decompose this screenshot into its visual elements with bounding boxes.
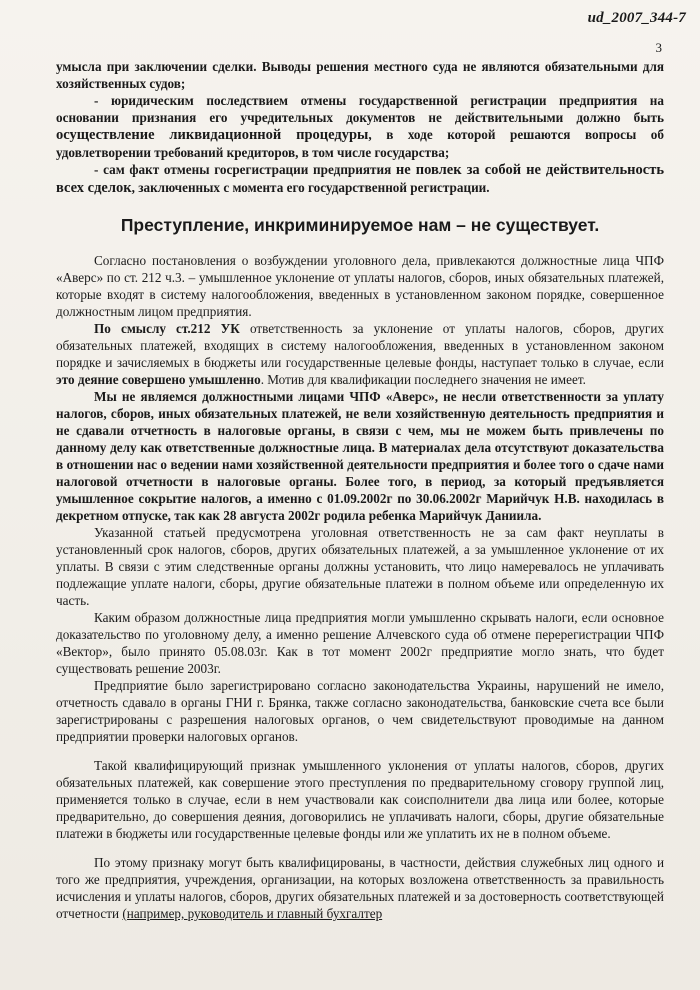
paragraph-5-part-3: это деяние совершено умышленно <box>56 372 261 387</box>
paragraph-11 <box>56 854 664 922</box>
paragraph-3-part-1: - сам факт отмены госрегистрации предприятия <box>94 162 396 177</box>
paragraph-7: Указанной статьей предусмотрена уголовная ответственность не за сам факт неуплаты в установленный срок налогов, сборов, других обязательных платежей, а за умышленное уклонение от их уплаты. В связи с этим следственные органы должны установить, что лицо намеревалось не уплачивать подлежащие уплате налоги, сборы, другие обязательные платежи в полном объеме или определенную их часть. <box>56 525 664 608</box>
paragraph-3-part-2: не повлек за собой не действительность всех сделок <box>56 162 664 196</box>
paragraph-4: Согласно постановления о возбуждении уголовного дела, привлекаются должностные лица ЧПФ «Аверс» по ст. 212 ч.3. – умышленное уклонение от уплаты налогов, сборов, иных обязательных платежей, которые входят в систему налогообложения, введенных в установленном законом порядке, совершенное должностным лицом предприятия. <box>56 253 664 319</box>
paragraph-5-part-1: По смыслу ст.212 УК <box>94 321 240 336</box>
paragraph-3-part-3: , заключенных с момента его государственной регистрации. <box>131 180 490 195</box>
paragraph-10: Такой квалифицирующий признак умышленного уклонения от уплаты налогов, сборов, других обязательных платежей, как совершение этого преступления по предварительному сговору группой лиц, применяется только в случае, если в нем участвовали как соисполнители два лица или более, которые предварительно, до совершения деяния, договорились не уплачивать налоги, сборы, другие обязательные платежи в бюджеты или государственные целевые фонды или же уплатить их не в полном объеме. <box>56 758 664 841</box>
paragraph-9: Предприятие было зарегистрировано согласно законодательства Украины, нарушений не имело, отчетность сдавало в органы ГНИ г. Брянка, также согласно законодательства, банковские счета все были зарегистрированы с разрешения налоговых органов, о чем свидетельствуют проводимые на данном предприятии проверки налоговых органов. <box>56 678 664 744</box>
paragraph-11-part-1: По этому признаку могут быть квалифицированы, в частности, действия служебных лиц одного и того же предприятия, учреждения, организации, на которых возложена ответственность за правильность исчисления и уплаты налогов, сборов, других обязательных платежей и за достоверность соответствующей отчетности <box>56 855 664 921</box>
paragraph-2 <box>56 92 664 161</box>
paragraph-2-part-3: , в ходе которой решаются вопросы об удовлетворении требований кредиторов, в том числе государства; <box>56 127 664 160</box>
paragraph-5-part-4: . Мотив для квалификации последнего значения не имеет. <box>260 372 586 387</box>
paragraph-1: умысла при заключении сделки. Выводы решения местного суда не являются обязательными для хозяйственных судов; <box>56 59 664 91</box>
paragraph-5 <box>56 320 664 388</box>
paragraph-2-part-2: осуществление ликвидационной процедуры <box>56 127 369 143</box>
paragraph-11-part-2: (например, руководитель и главный бухгалтер <box>122 906 383 921</box>
paragraph-3 <box>56 161 664 197</box>
paragraph-2-part-1: - юридическим последствием отмены государственной регистрации предприятия на основании признания его учредительных документов не действительными должно быть <box>56 93 664 125</box>
page-number: 3 <box>655 40 662 55</box>
paragraph-6: Мы не являемся должностными лицами ЧПФ «Аверс», не несли ответственности за уплату налогов, сборов, иных обязательных платежей, не вели хозяйственную деятельность предприятия и не сдавали отчетность в налоговые органы, в связи с чем, мы не можем быть привлечены по данному делу как ответственные должностные лица. В материалах дела отсутствуют доказательства в отношении нас о ведении нами хозяйственной деятельности предприятия и более того о сдаче нами налоговой отчетности в налоговые органы. Более того, в период, за который предъявляется умышленное сокрытие налогов, а именно с 01.09.2002г по 30.06.2002г Марийчук Н.В. находилась в декретном отпуске, так как 28 августа 2002г родила ребенка Марийчук Даниила. <box>56 389 664 523</box>
document-id: ud_2007_344-7 <box>587 10 686 26</box>
paragraph-8: Каким образом должностные лица предприятия могли умышленно скрывать налоги, если основное доказательство по уголовному делу, а именно решение Алчевского суда об отмене перерегистрации ЧПФ «Вектор», было принято 05.08.03г. Как в тот момент 2002г предприятие могло знать, что будет существовать решение 2003г. <box>56 610 664 676</box>
spacer <box>56 745 664 757</box>
spacer <box>56 842 664 854</box>
section-heading: Преступление, инкриминируемое нам – не существует. <box>120 215 600 235</box>
paragraph-5-part-2: ответственность за уклонение от уплаты налогов, сборов, других обязательных платежей, входящих в систему налогообложения, введенных в установленном законом порядке и зачисляемых в бюджеты или государственные целевые фонды, наступает только в случае, если <box>56 321 664 370</box>
document-body <box>56 58 664 922</box>
